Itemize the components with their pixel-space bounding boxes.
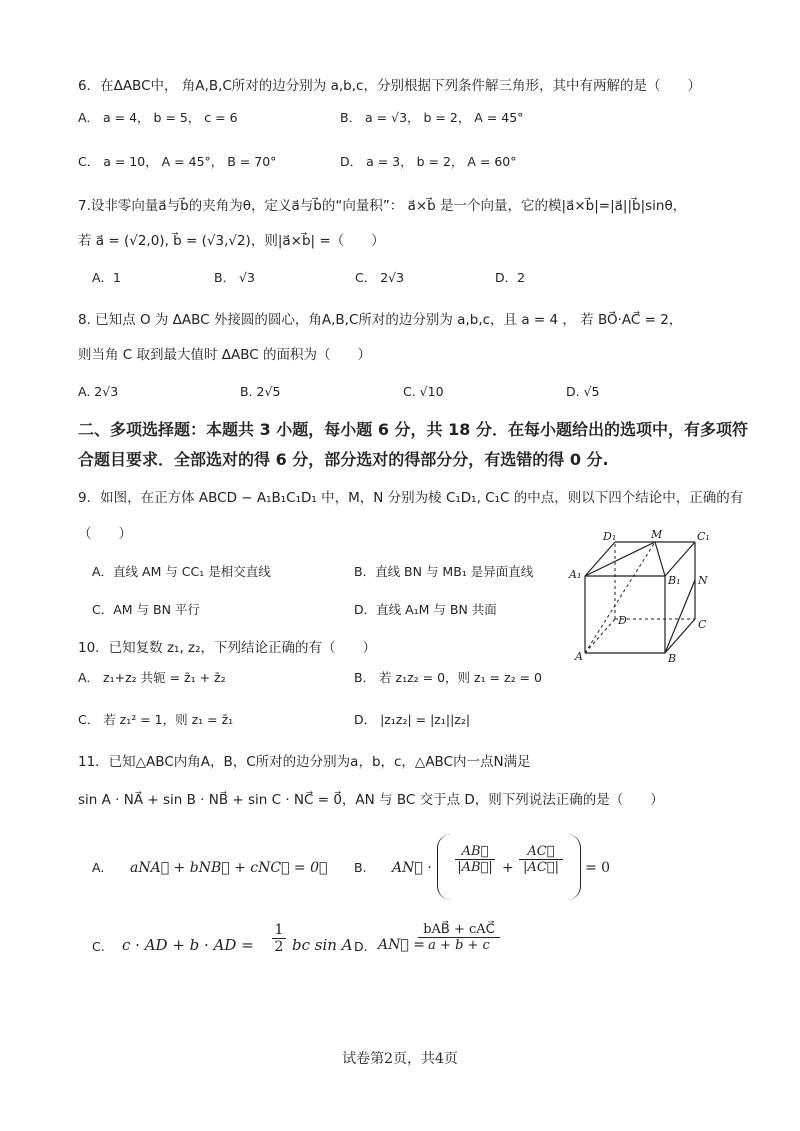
q8-option-d: D. √5 bbox=[566, 384, 600, 399]
q7-stem-line1: 7.设非零向量a⃗与b⃗的夹角为θ，定义a⃗与b⃗的“向量积”： a⃗×b⃗ 是一个向量，它的模|a⃗×b⃗|=|a⃗||b⃗|sinθ， bbox=[78, 198, 687, 214]
q11-option-b-frac1-den: |AB⃗| bbox=[457, 860, 493, 875]
q6-option-a: A． a = 4， b = 5， c = 6 bbox=[78, 110, 238, 125]
label-b1: B₁ bbox=[668, 574, 681, 587]
segment-m-b1 bbox=[655, 542, 665, 576]
q7-option-b: B． √3 bbox=[214, 270, 255, 285]
edge-a1-d1 bbox=[585, 542, 615, 576]
q6-option-d: D． a = 3， b = 2， A = 60° bbox=[340, 154, 517, 169]
label-b: B bbox=[668, 652, 677, 665]
q8-option-b: B. 2√5 bbox=[240, 384, 281, 399]
q9-option-c: C．AM 与 BN 平行 bbox=[92, 602, 200, 617]
q7-option-c: C． 2√3 bbox=[355, 270, 405, 285]
q8-stem-line2: 则当角 C 取到最大值时 ΔABC 的面积为（ ） bbox=[78, 347, 372, 363]
label-c: C bbox=[698, 618, 707, 631]
q11-option-a-label: A. bbox=[92, 860, 105, 875]
q11-option-b-frac2-den: |AC⃗| bbox=[523, 860, 559, 875]
label-c1: C₁ bbox=[697, 530, 710, 543]
segment-a1-m bbox=[585, 542, 655, 576]
q11-option-b-frac1-num: AB⃗ bbox=[455, 844, 495, 860]
q6-option-c: C． a = 10， A = 45°， B = 70° bbox=[78, 154, 277, 169]
q11-option-d-label: D. bbox=[354, 939, 368, 954]
label-d1: D₁ bbox=[603, 530, 617, 543]
cube-figure bbox=[565, 528, 720, 668]
section2-heading-line1: 二、多项选择题：本题共 3 小题，每小题 6 分，共 18 分．在每小题给出的选项中，有多项符 bbox=[78, 420, 748, 439]
q11-option-c-right: bc sin A bbox=[292, 936, 353, 954]
page-footer: 试卷第2页，共4页 bbox=[342, 1051, 458, 1067]
q10-option-d: D． |z₁z₂| = |z₁||z₂| bbox=[354, 712, 471, 727]
edge-b1-c1 bbox=[665, 542, 695, 576]
q7-stem-line2: 若 a⃗ = (√2,0), b⃗ = (√3,√2)，则|a⃗×b⃗| =（ ） bbox=[78, 233, 385, 249]
q11-stem-line1: 11．已知△ABC内角A，B，C所对的边分别为a，b，c，△ABC内一点N满足 bbox=[78, 754, 531, 770]
q11-option-d-frac-den: a + b + c bbox=[428, 938, 490, 953]
q10-option-c: C． 若 z₁² = 1，则 z₁ = z̄₁ bbox=[78, 712, 234, 727]
q9-stem-line2: （ ） bbox=[78, 526, 132, 542]
label-a: A bbox=[575, 650, 583, 663]
q10-option-b: B． 若 z₁z₂ = 0，则 z₁ = z₂ = 0 bbox=[354, 670, 542, 685]
q7-option-d: D．2 bbox=[495, 270, 526, 285]
segment-b-n bbox=[665, 580, 695, 653]
q9-option-b: B．直线 BN 与 MB₁ 是异面直线 bbox=[354, 564, 534, 579]
q11-option-c-fraction bbox=[272, 922, 286, 955]
q11-option-d-left: AN⃗ = bbox=[378, 937, 425, 953]
section2-heading-line2: 合题目要求．全部选对的得 6 分，部分选对的得部分分，有选错的得 0 分. bbox=[78, 450, 609, 469]
q7-option-a: A．1 bbox=[92, 270, 122, 285]
q10-option-a: A． z₁+z₂ 共轭 = z̄₁ + z̄₂ bbox=[78, 670, 226, 685]
q8-stem-line1: 8. 已知点 O 为 ΔABC 外接圆的圆心，角A,B,C所对的边分别为 a,b,c，且 a = 4 ， 若 BO⃗·AC⃗ = 2， bbox=[78, 312, 683, 328]
q11-option-b-label: B. bbox=[354, 860, 367, 875]
q11-option-a-formula: aNA⃗ + bNB⃗ + cNC⃗ = 0⃗ bbox=[130, 860, 328, 876]
q10-stem: 10．已知复数 z₁, z₂，下列结论正确的有（ ） bbox=[78, 640, 377, 656]
q9-stem-line1: 9．如图，在正方体 ABCD − A₁B₁C₁D₁ 中，M，N 分别为棱 C₁D₁, C₁C 的中点，则以下四个结论中，正确的有 bbox=[78, 490, 744, 506]
q9-option-d: D．直线 A₁M 与 BN 共面 bbox=[354, 602, 497, 617]
q11-option-c-frac-den: 2 bbox=[274, 939, 284, 955]
q11-option-c-label: C. bbox=[92, 939, 105, 954]
q11-option-b-frac2-num: AC⃗ bbox=[519, 844, 563, 860]
q11-option-b-right-paren bbox=[566, 834, 581, 900]
q11-option-b-an: AN⃗ · bbox=[392, 860, 432, 876]
q11-option-d-frac-num: bAB⃗ + cAC⃗ bbox=[418, 922, 500, 938]
q6-stem: 6．在ΔABC中， 角A,B,C所对的边分别为 a,b,c，分别根据下列条件解三角形，其中有两解的是（ ） bbox=[78, 78, 701, 94]
q11-option-c-frac-num: 1 bbox=[272, 922, 286, 939]
q11-option-b-plus: + bbox=[502, 860, 514, 876]
q11-option-b-frac1 bbox=[455, 844, 495, 875]
q11-option-b-equals: = 0 bbox=[585, 860, 611, 876]
q8-option-a: A. 2√3 bbox=[78, 384, 119, 399]
label-a1: A₁ bbox=[569, 568, 582, 581]
q8-option-c: C. √10 bbox=[403, 384, 444, 399]
edge-b-c bbox=[665, 619, 695, 653]
q11-option-c-left: c · AD + b · AD = bbox=[122, 936, 254, 954]
hidden-edge-a-d bbox=[585, 619, 615, 653]
q11-option-d-fraction bbox=[418, 922, 500, 953]
q6-option-b: B． a = √3， b = 2， A = 45° bbox=[340, 110, 524, 125]
label-m: M bbox=[651, 528, 663, 541]
q11-option-b-frac2 bbox=[519, 844, 563, 875]
label-d: D bbox=[618, 614, 627, 627]
q9-option-a: A．直线 AM 与 CC₁ 是相交直线 bbox=[92, 564, 271, 579]
q11-stem-line2: sin A · NA⃗ + sin B · NB⃗ + sin C · NC⃗ = 0⃗，AN 与 BC 交于点 D，则下列说法正确的是（ ） bbox=[78, 792, 664, 808]
q11-option-b-left-paren bbox=[437, 834, 452, 900]
label-n: N bbox=[698, 574, 708, 587]
